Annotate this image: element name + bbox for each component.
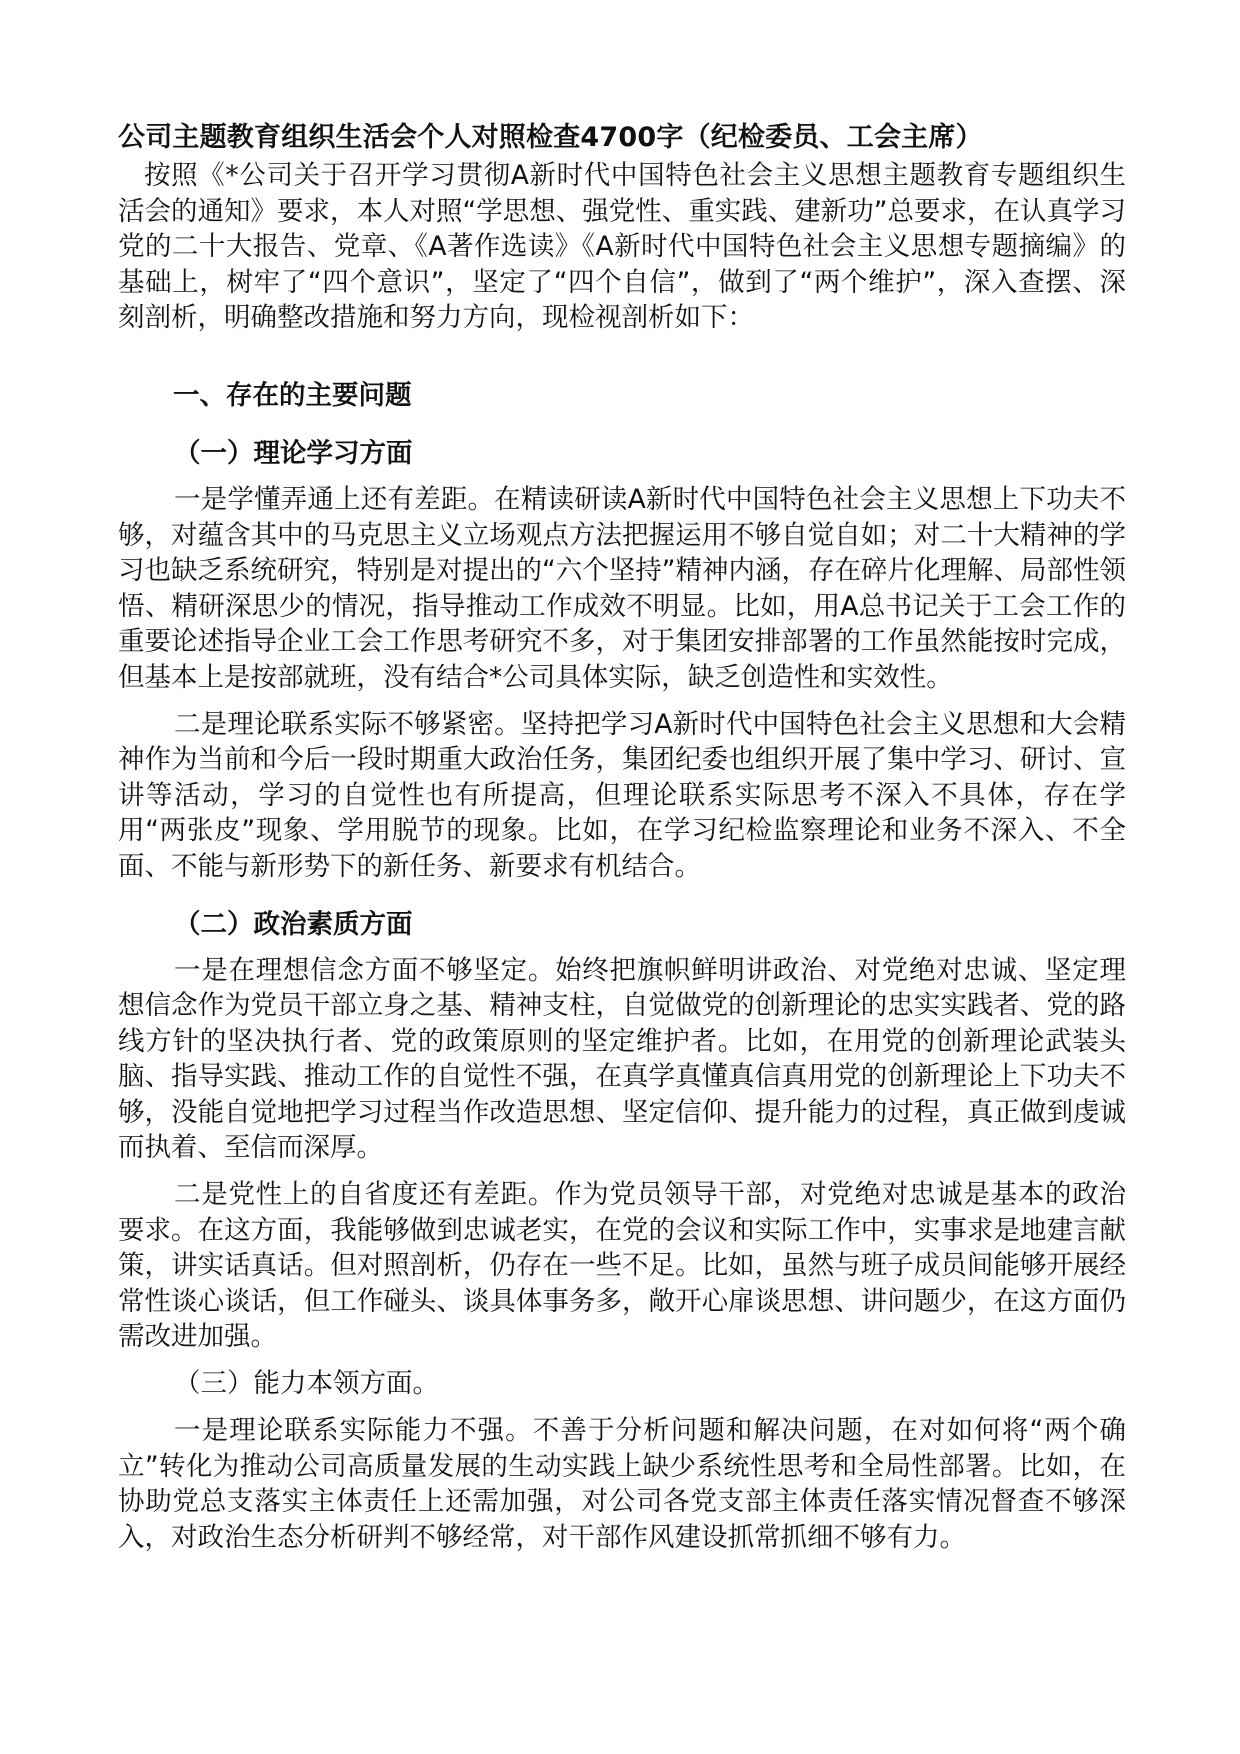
subsection-heading-theory-study: （一）理论学习方面 <box>174 437 413 469</box>
paragraph-political-quality-2: 二是党性上的自省度还有差距。作为党员领导干部，对党绝对忠诚是基本的政治要求。在这方面，我能够做到忠诚老实，在党的会议和实际工作中，实事求是地建言献策，讲实话真话。但对照剖析，仍存在一些不足。比如，虽然与班子成员间能够开展经常性谈心谈话，但工作碰头、谈具体事务多，敞开心扉谈思想、讲问题少，在这方面仍需改进加强。 <box>118 1179 1126 1353</box>
document-title: 公司主题教育组织生活会个人对照检查4700字（纪检委员、工会主席） <box>118 122 983 153</box>
section-heading-main-problems: 一、存在的主要问题 <box>173 379 412 411</box>
subsection-heading-political-quality: （二）政治素质方面 <box>174 908 413 940</box>
document-page <box>118 118 1126 1555</box>
paragraph-political-quality-1: 一是在理想信念方面不够坚定。始终把旗帜鲜明讲政治、对党绝对忠诚、坚定理想信念作为党员干部立身之基、精神支柱，自觉做党的创新理论的忠实实践者、党的路线方针的坚决执行者、党的政策原则的坚定维护者。比如，在用党的创新理论武装头脑、指导实践、推动工作的自觉性不强，在真学真懂真信真用党的创新理论上下功夫不够，没能自觉地把学习过程当作改造思想、坚定信仰、提升能力的过程，真正做到虔诚而执着、至信而深厚。 <box>118 954 1126 1164</box>
paragraph-theory-study-2: 二是理论联系实际不够紧密。坚持把学习A新时代中国特色社会主义思想和大会精神作为当前和今后一段时期重大政治任务，集团纪委也组织开展了集中学习、研讨、宣讲等活动，学习的自觉性也有所提高，但理论联系实际思考不深入不具体，存在学用“两张皮”现象、学用脱节的现象。比如，在学习纪检监察理论和业务不深入、不全面、不能与新形势下的新任务、新要求有机结合。 <box>118 708 1126 882</box>
paragraph-ability-1: 一是理论联系实际能力不强。不善于分析问题和解决问题，在对如何将“两个确立”转化为推动公司高质量发展的生动实践上缺少系统性思考和全局性部署。比如，在协助党总支落实主体责任上还需加强，对公司各党支部主体责任落实情况督查不够深入，对政治生态分析研判不够经常，对干部作风建设抓常抓细不够有力。 <box>118 1415 1126 1553</box>
intro-paragraph: 按照《*公司关于召开学习贯彻A新时代中国特色社会主义思想主题教育专题组织生活会的通知》要求，本人对照“学思想、强党性、重实践、建新功”总要求，在认真学习党的二十大报告、党章、《A著作选读》《A新时代中国特色社会主义思想专题摘编》的基础上，树牢了“四个意识”，坚定了“四个自信”，做到了“两个维护”，深入查摆、深刻剖析，明确整改措施和努力方向，现检视剖析如下： <box>118 160 1126 334</box>
paragraph-theory-study-1: 一是学懂弄通上还有差距。在精读研读A新时代中国特色社会主义思想上下功夫不够，对蕴含其中的马克思主义立场观点方法把握运用不够自觉自如；对二十大精神的学习也缺乏系统研究，特别是对提出的“六个坚持”精神内涵，存在碎片化理解、局部性领悟、精研深思少的情况，指导推动工作成效不明显。比如，用A总书记关于工会工作的重要论述指导企业工会工作思考研究不多，对于集团安排部署的工作虽然能按时完成，但基本上是按部就班，没有结合*公司具体实际，缺乏创造性和实效性。 <box>118 483 1126 693</box>
subsection-heading-ability: （三）能力本领方面。 <box>174 1368 439 1400</box>
